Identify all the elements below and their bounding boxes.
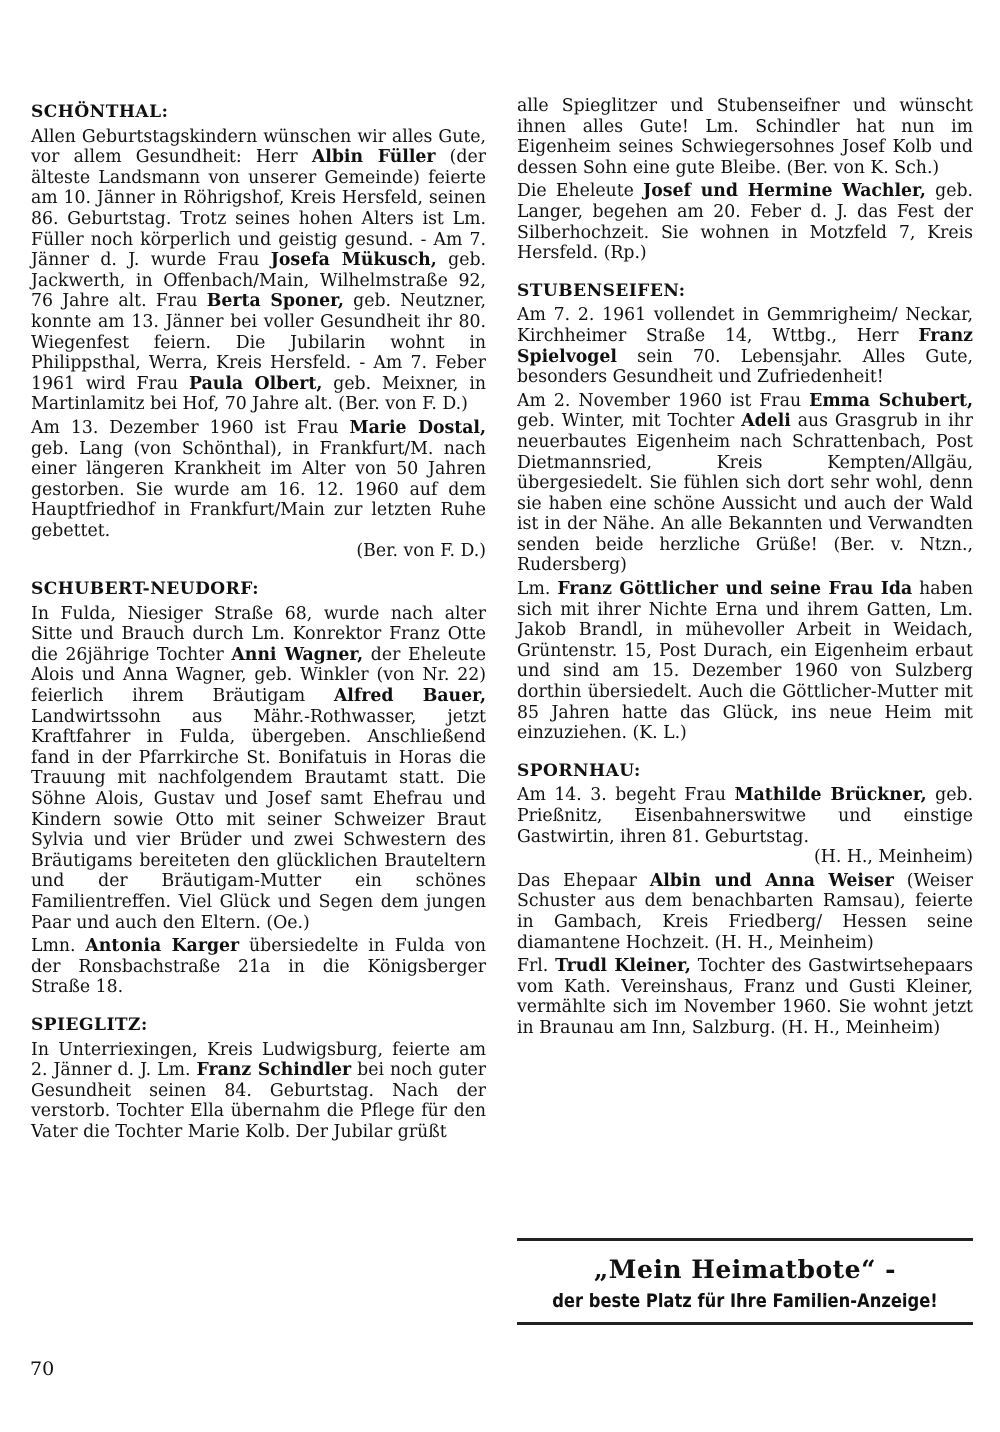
advertisement-subtitle: der beste Platz für Ihre Familien-Anzeige! <box>552 1290 938 1312</box>
paragraph: Am 13. Dezember 1960 ist Frau Marie Dostal, geb. Lang (von Schönthal), in Frankfurt/M. nach einer längeren Krankheit im Alter von 50 Jahren gestorben. Sie wurde am 16. 12. 1960 auf dem Hauptfriedhof in Frankfurt/Main zur letzten Ruhe gebettet. (Ber. von F. D.) <box>31 417 486 562</box>
section-heading-schoenthal: SCHÖNTHAL: <box>31 102 169 122</box>
paragraph: Das Ehepaar Albin und Anna Weiser (Weiser Schuster aus dem benachbarten Ramsau), feierte in Gambach, Kreis Friedberg/ Hessen seine diamantene Hochzeit. (H. H., Meinheim) <box>517 870 973 953</box>
paragraph: In Unterriexingen, Kreis Ludwigsburg, feierte am 2. Jänner d. J. Lm. Franz Schindler bei noch guter Gesundheit seinen 84. Geburtstag. Nach der verstorb. Tochter Ella übernahm die Pflege für den Vater die Tochter Marie Kolb. Der Jubilar grüßt <box>31 1039 486 1142</box>
left-column <box>31 96 486 1146</box>
report-signature: (H. H., Meinheim) <box>814 847 973 868</box>
paragraph: Lm. Franz Göttlicher und seine Frau Ida haben sich mit ihrer Nichte Erna und ihrem Gatten, Lm. Jakob Brandl, in mühevoller Arbeit in Weidach, Grüntenstr. 15, Post Durach, ein Eigenheim erbaut und sind am 15. Dezember 1960 von Sulzberg dorthin übersiedelt. Auch die Göttlicher-Mutter mit 85 Jahren hatte das Glück, ins neue Heim mit einzuziehen. (K. L.) <box>517 579 973 744</box>
paragraph: Lmn. Antonia Karger übersiedelte in Fulda von der Ronsbachstraße 21a in die Königsberger Straße 18. <box>31 936 486 998</box>
paragraph: Am 2. November 1960 ist Frau Emma Schubert, geb. Winter, mit Tochter Adeli aus Grasgrub in ihr neuerbautes Eigenheim nach Schrattenbach, Post Dietmannsried, Kreis Kempten/Allgäu, übergesiedelt. Sie fühlen sich dort sehr wohl, denn sie haben eine schöne Aussicht und auch der Wald ist in der Nähe. An alle Bekannten und Verwandten senden beide herzliche Grüße! (Ber. v. Ntzn., Rudersberg) <box>517 390 973 576</box>
paragraph: Frl. Trudl Kleiner, Tochter des Gastwirtsehepaars vom Kath. Vereinshaus, Franz und Gusti Kleiner, vermählte sich im November 1960. Sie wohnt jetzt in Braunau am Inn, Salzburg. (H. H., Meinheim) <box>517 956 973 1038</box>
section-heading-spieglitz: SPIEGLITZ: <box>31 1014 148 1035</box>
paragraph: In Fulda, Niesiger Straße 68, wurde nach alter Sitte und Brauch durch Lm. Konrektor Franz Otte die 26jährige Tochter Anni Wagner, der Eheleute Alois und Anna Wagner, geb. Winkler (von Nr. 22) feierlich ihrem Bräutigam Alfred Bauer, Landwirtssohn aus Mähr.-Rothwasser, jetzt Kraftfahrer in Fulda, übergeben. Anschließend fand in der Pfarrkirche St. Bonifatuis in Horas die Trauung mit nachfolgendem Brautamt statt. Die Söhne Alois, Gustav und Josef samt Ehefrau und Kindern sowie Otto mit seiner Schweizer Braut Sylvia und vier Brüder und zwei Schwestern des Bräutigams bereiteten den glücklichen Brauteltern und der Bräutigam-Mutter ein schönes Familientreffen. Viel Glück und Segen dem jungen Paar und auch den Eltern. (Oe.) <box>31 603 486 933</box>
section-heading-stubenseifen: STUBENSEIFEN: <box>517 280 686 301</box>
section-heading-spornhau: SPORNHAU: <box>517 760 641 781</box>
advertisement-box <box>517 1238 973 1325</box>
page-number: 70 <box>30 1358 55 1380</box>
right-column <box>517 96 973 1042</box>
paragraph: Allen Geburtstagskindern wünschen wir alles Gute, vor allem Gesundheit: Herr Albin Füller (der älteste Landsmann von unserer Gemeinde) feierte am 10. Jänner in Röhrigshof, Kreis Hersfeld, seinen 86. Geburtstag. Trotz seines hohen Alters ist Lm. Füller noch körperlich und geistig gesund. - Am 7. Jänner d. J. wurde Frau Josefa Mükusch, geb. Jackwerth, in Offenbach/Main, Wilhelmstraße 92, 76 Jahre alt. Frau Berta Sponer, geb. Neutzner, konnte am 13. Jänner bei voller Gesundheit ihr 80. Wiegenfest feiern. Die Jubilarin wohnt in Philippsthal, Werra, Kreis Hersfeld. - Am 7. Feber 1961 wird Frau Paula Olbert, geb. Meixner, in Martinlamitz bei Hof, 70 Jahre alt. (Ber. von F. D.) <box>31 126 487 415</box>
advertisement-title: „Mein Heimatbote“ - <box>593 1255 897 1284</box>
paragraph: alle Spieglitzer und Stubenseifner und wünscht ihnen alles Gute! Lm. Schindler hat nun im Eigenheim seines Schwiegersohnes Josef Kolb und dessen Sohn eine gute Bleibe. (Ber. von K. Sch.) <box>517 96 973 178</box>
paragraph: Die Eheleute Josef und Hermine Wachler, geb. Langer, begehen am 20. Feber d. J. das Fest der Silberhochzeit. Sie wohnen in Motzfeld 7, Kreis Hersfeld. (Rp.) <box>517 181 974 264</box>
section-heading-schubert-neudorf: SCHUBERT-NEUDORF: <box>31 579 259 600</box>
paragraph: Am 7. 2. 1961 vollendet in Gemmrigheim/ Neckar, Kirchheimer Straße 14, Wttbg., Herr Franz Spielvogel sein 70. Lebensjahr. Alles Gute, besonders Gesundheit und Zufriedenheit! <box>517 305 973 388</box>
paragraph: Am 14. 3. begeht Frau Mathilde Brückner, geb. Prießnitz, Eisenbahnerswitwe und einstige Gastwirtin, ihren 81. Geburtstag. (H. H., Meinheim) <box>517 785 973 868</box>
report-signature: (Ber. von F. D.) <box>356 541 486 562</box>
